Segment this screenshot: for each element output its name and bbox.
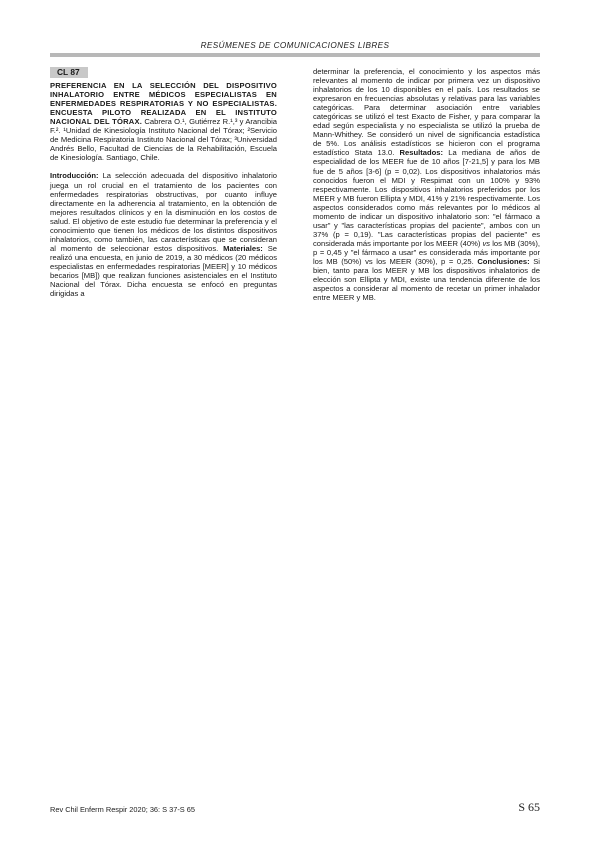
conclusions-label: Conclusiones: bbox=[477, 256, 530, 266]
methods-label: Materiales: bbox=[223, 243, 263, 253]
journal-citation: Rev Chil Enferm Respir 2020; 36: S 37-S 65 bbox=[50, 805, 196, 814]
running-head: RESÚMENES DE COMUNICACIONES LIBRES bbox=[200, 41, 390, 50]
abstract-body-left bbox=[50, 171, 277, 298]
conclusions-text: Si bien, tanto para los MEER y MB los dispositivos inhalatorios de elección son Ellipta y MDI, existe una tendencia diferente de los aspectos a considerar al momento de recetar un primer inhalador entre MEER y MB. bbox=[313, 256, 540, 303]
abstract-heading bbox=[50, 81, 277, 162]
methods-text-part1: Se realizó una encuesta, en junio de 2019, a 30 médicos (20 médicos especialistas en enfermedades respiratorias [MEER] y 10 médicos becarios [MB]) que realizan funciones asistenciales en el Instituto Nacional del Tórax. Dicha encuesta se enfocó en preguntas dirigidas a bbox=[50, 243, 278, 299]
abstract-body-right bbox=[313, 67, 540, 302]
header-rule bbox=[50, 53, 540, 57]
right-column bbox=[313, 67, 540, 302]
abstract-code-badge: CL 87 bbox=[50, 67, 88, 78]
abstract-title: PREFERENCIA EN LA SELECCIÓN DEL DISPOSITIVO INHALATORIO ENTRE MÉDICOS ESPECIALISTAS EN ENFERMEDADES RESPIRATORIAS Y NO ESPECIALISTAS. ENCUESTA PILOTO REALIZADA EN EL INSTITUTO NACIONAL DEL TÓRAX. bbox=[50, 81, 277, 127]
vs-italic: vs bbox=[482, 238, 491, 248]
intro-label: Introducción: bbox=[50, 171, 99, 181]
page-number: S 65 bbox=[518, 800, 540, 814]
results-label: Resultados: bbox=[399, 148, 444, 158]
methods-text-part2: determinar la preferencia, el conocimiento y los aspectos más relevantes al momento de indicar por primera vez un dispositivo inhalatorios de los 10 disponibles en el país. Los resultados se expresaron en frecuencias absolutas y relativas para las variables categóricas. Para determinar asociación entre variables categóricas se utilizó el test Exacto de Fisher, y para comparar la edad según especialista y no especialista se utilizó la prueba de Mann-Whithey. Se consideró un nivel de significancia estadística de 5%. Los análisis estadísticos se hicieron con el programa estadístico Stata 13.0. bbox=[313, 67, 540, 158]
abstract-authors: Cabrera O.¹, Gutiérrez R.¹,³ y Arancibia F.². ¹Unidad de Kinesiología Instituto Nacional del Tórax; ²Servicio de Medicina Respiratoria Instituto Nacional del Tórax; ³Universidad Andrés Bello, Facultad de Ciencias de la Rehabilitación, Escuela de Kinesiología. Santiago, Chile. bbox=[50, 117, 277, 163]
intro-text: La selección adecuada del dispositivo inhalatorio juega un rol crucial en el tratamiento de los pacientes con enfermedades respiratorias obstructivas, por cuanto influye directamente en la adherencia al tratamiento, en la obtención de mejores resultados clínicos y en la disminución en los costos de salud. El objetivo de este estudio fue determinar la preferencia y el conocimiento que tienen los médicos de los distintos dispositivos inhalatorios, como también, las características que se consideran al momento de seleccionar estos dispositivos. bbox=[50, 171, 277, 253]
results-text-1: La mediana de años de especialidad de los MEER fue de 10 años [7-21,5] y para los MB fue de 5 años [3-6] (p = 0,02). Los dispositivos inhalatorios más conocidos fueron el MDI y Respimat con un 100% y 93% respectivamente. Los dispositivos inhalatorios preferidos por los MEER y MB fueron Ellipta y MDI, 41% y 21% respectivamente. Los aspectos considerados como más relevantes por lo médicos al momento de indicar un dispositivo inhalatorio son: "el fármaco a usar" y "las características propias del paciente", ambos con un 37% (p = 0,19). "Las características propias del paciente" es considerada más importante por los MEER (40%) bbox=[313, 148, 540, 248]
results-text-2: los MB (30%), p = 0,45 y "el fármaco a usar" es considerada más importante por los MB (50%) vs los MEER (30%), p = 0,25. bbox=[313, 238, 540, 266]
left-column bbox=[50, 67, 277, 298]
